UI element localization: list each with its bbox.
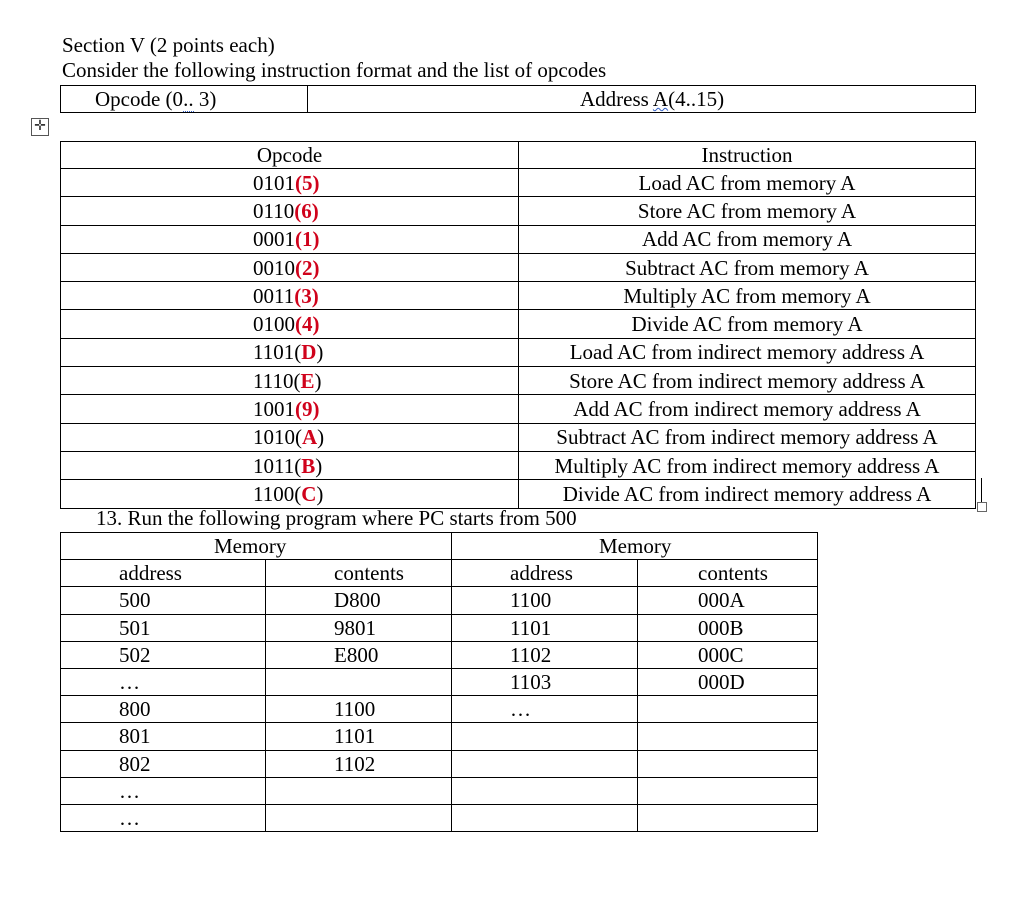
- memory-row: [61, 804, 818, 831]
- memory-cell-address-left: 801: [61, 723, 266, 750]
- opcode-cell: 1101(D): [61, 338, 519, 366]
- memory-cell-address-left: …: [61, 668, 266, 695]
- opcode-cell: 1010(A): [61, 423, 519, 451]
- opcode-row: [61, 395, 976, 423]
- memory-cell-address-right: 1101: [452, 614, 638, 641]
- memory-cell-contents-right: 000A: [638, 587, 818, 614]
- format-opcode-cell: Opcode (0.. 3): [61, 86, 308, 113]
- instruction-cell: Subtract AC from indirect memory address A: [519, 423, 976, 451]
- opcode-row: [61, 423, 976, 451]
- opcode-cell: 0100(4): [61, 310, 519, 338]
- opcode-row: [61, 169, 976, 197]
- memory-cell-address-right: 1103: [452, 668, 638, 695]
- instruction-cell: Load AC from memory A: [519, 169, 976, 197]
- opcode-cell: 0001(1): [61, 225, 519, 253]
- instruction-cell: Add AC from indirect memory address A: [519, 395, 976, 423]
- memory-row: [61, 750, 818, 777]
- memory-cell-address-right: [452, 750, 638, 777]
- opcode-row: [61, 451, 976, 479]
- memory-cell-contents-right: [638, 804, 818, 831]
- format-address-cell: Address A(4..15): [308, 86, 976, 113]
- memory-cell-address-left: 802: [61, 750, 266, 777]
- memory-row: [61, 777, 818, 804]
- opcode-row: [61, 282, 976, 310]
- memory-cell-contents-right: [638, 750, 818, 777]
- memory-cell-contents-left: D800: [266, 587, 452, 614]
- opcode-cell: 1011(B): [61, 451, 519, 479]
- memory-cell-address-left: 502: [61, 641, 266, 668]
- memory-cell-contents-left: [266, 777, 452, 804]
- opcode-cell: 1001(9): [61, 395, 519, 423]
- header-contents-right: contents: [638, 560, 818, 587]
- opcode-cell: 1110(E): [61, 367, 519, 395]
- memory-row: [61, 587, 818, 614]
- memory-cell-contents-right: 000B: [638, 614, 818, 641]
- memory-table: [60, 532, 818, 832]
- memory-cell-contents-left: 1100: [266, 696, 452, 723]
- memory-cell-contents-right: 000C: [638, 641, 818, 668]
- opcode-cell: 0110(6): [61, 197, 519, 225]
- resize-handle-icon[interactable]: [977, 502, 987, 512]
- instruction-cell: Add AC from memory A: [519, 225, 976, 253]
- opcode-cell: 0010(2): [61, 253, 519, 281]
- memory-cell-address-right: 1100: [452, 587, 638, 614]
- header-contents-left: contents: [266, 560, 452, 587]
- opcode-cell: 0101(5): [61, 169, 519, 197]
- memory-cell-address-left: 500: [61, 587, 266, 614]
- memory-row: [61, 614, 818, 641]
- memory-title-row: [61, 533, 818, 560]
- memory-cell-address-right: …: [452, 696, 638, 723]
- opcode-row: [61, 225, 976, 253]
- opcode-row: [61, 367, 976, 395]
- move-handle-icon[interactable]: ✛: [31, 118, 49, 136]
- header-opcode: Opcode: [61, 142, 519, 169]
- intro-text: Consider the following instruction format and the list of opcodes: [62, 58, 607, 82]
- memory-title-left: Memory: [61, 533, 452, 560]
- memory-cell-contents-right: [638, 777, 818, 804]
- instruction-cell: Divide AC from indirect memory address A: [519, 480, 976, 508]
- memory-cell-address-left: 501: [61, 614, 266, 641]
- memory-cell-contents-left: 1101: [266, 723, 452, 750]
- opcode-cell: 1100(C): [61, 480, 519, 508]
- instruction-cell: Load AC from indirect memory address A: [519, 338, 976, 366]
- opcode-cell: 0011(3): [61, 282, 519, 310]
- memory-cell-contents-right: [638, 723, 818, 750]
- memory-row: [61, 723, 818, 750]
- memory-cell-contents-left: E800: [266, 641, 452, 668]
- opcode-row: [61, 197, 976, 225]
- opcode-row: [61, 310, 976, 338]
- instruction-cell: Divide AC from memory A: [519, 310, 976, 338]
- memory-title-right: Memory: [452, 533, 818, 560]
- section-title: Section V (2 points each): [62, 33, 275, 57]
- instruction-cell: Store AC from indirect memory address A: [519, 367, 976, 395]
- text-cursor: [981, 478, 982, 504]
- instruction-cell: Multiply AC from memory A: [519, 282, 976, 310]
- opcode-row: [61, 253, 976, 281]
- header-instruction: Instruction: [519, 142, 976, 169]
- instruction-cell: Multiply AC from indirect memory address A: [519, 451, 976, 479]
- header-address-left: address: [61, 560, 266, 587]
- header-address-right: address: [452, 560, 638, 587]
- memory-cell-address-right: [452, 804, 638, 831]
- memory-cell-contents-right: [638, 696, 818, 723]
- opcode-row: [61, 338, 976, 366]
- memory-cell-address-right: [452, 723, 638, 750]
- memory-cell-address-left: …: [61, 804, 266, 831]
- memory-cell-address-left: 800: [61, 696, 266, 723]
- instruction-cell: Store AC from memory A: [519, 197, 976, 225]
- instruction-format-table: [60, 85, 976, 113]
- opcode-table: [60, 141, 976, 509]
- memory-cell-address-right: 1102: [452, 641, 638, 668]
- opcode-table-header: [61, 142, 976, 169]
- instruction-cell: Subtract AC from memory A: [519, 253, 976, 281]
- memory-cell-address-right: [452, 777, 638, 804]
- memory-row: [61, 696, 818, 723]
- memory-row: [61, 641, 818, 668]
- memory-cell-address-left: …: [61, 777, 266, 804]
- opcode-row: [61, 480, 976, 508]
- memory-cell-contents-left: 9801: [266, 614, 452, 641]
- memory-header-row: [61, 560, 818, 587]
- memory-cell-contents-left: [266, 804, 452, 831]
- question-text: 13. Run the following program where PC starts from 500: [96, 506, 577, 530]
- memory-row: [61, 668, 818, 695]
- memory-cell-contents-left: 1102: [266, 750, 452, 777]
- memory-cell-contents-left: [266, 668, 452, 695]
- memory-cell-contents-right: 000D: [638, 668, 818, 695]
